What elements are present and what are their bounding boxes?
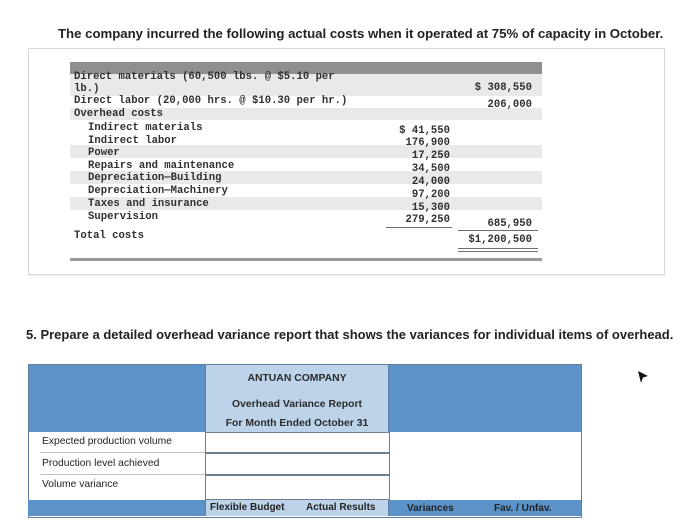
col-variances: Variances xyxy=(407,503,454,514)
achieved-level-label: Production level achieved xyxy=(42,458,160,469)
overhead-item-amount: 17,250 xyxy=(411,150,450,162)
direct-materials-amount: $ 308,550 xyxy=(474,82,532,94)
overhead-item-label: Supervision xyxy=(88,211,158,223)
overhead-item-amount: 176,900 xyxy=(405,137,450,149)
row-divider xyxy=(40,452,205,453)
expected-volume-label: Expected production volume xyxy=(42,436,172,447)
expected-volume-input[interactable] xyxy=(205,432,390,453)
table-bottom-bar xyxy=(70,258,542,261)
volume-variance-input[interactable] xyxy=(205,475,390,500)
overhead-item-amount: 97,200 xyxy=(411,189,450,201)
overhead-item-label: Repairs and maintenance xyxy=(88,160,235,172)
total-rule-top xyxy=(458,230,538,231)
overhead-item-amount: 279,250 xyxy=(405,214,450,226)
overhead-item-amount: 15,300 xyxy=(411,202,450,214)
direct-materials-label-cont: lb.) xyxy=(74,83,100,95)
report-period: For Month Ended October 31 xyxy=(225,418,369,429)
overhead-item-amount: 24,000 xyxy=(411,176,450,188)
col-flexible-budget: Flexible Budget xyxy=(210,502,285,513)
overhead-item-amount: 34,500 xyxy=(411,163,450,175)
overhead-item-label: Power xyxy=(88,147,120,159)
overhead-item-label: Depreciation—Machinery xyxy=(88,185,228,197)
report-company-name: ANTUAN COMPANY xyxy=(247,373,347,384)
col-actual-results: Actual Results xyxy=(306,502,376,513)
overhead-item-amount: $ 41,550 xyxy=(399,125,450,137)
intro-text: The company incurred the following actual costs when it operated at 75% of capacity in October. xyxy=(58,26,664,41)
row-divider xyxy=(40,474,205,475)
overhead-heading: Overhead costs xyxy=(74,108,164,120)
overhead-item-label: Indirect materials xyxy=(88,122,203,134)
overhead-item-label: Depreciation—Building xyxy=(88,172,222,184)
total-rule-bottom-2 xyxy=(458,251,538,252)
right-blank-area xyxy=(389,432,581,475)
direct-labor-amount: 206,000 xyxy=(487,99,532,111)
mouse-pointer-icon xyxy=(636,370,650,384)
overhead-item-label: Indirect labor xyxy=(88,135,178,147)
total-rule-bottom-1 xyxy=(458,248,538,249)
overhead-item-label: Taxes and insurance xyxy=(88,198,209,210)
col-fav-unfav: Fav. / Unfav. xyxy=(494,503,552,514)
total-costs-label: Total costs xyxy=(74,230,144,242)
achieved-level-input[interactable] xyxy=(205,453,390,475)
direct-labor-label: Direct labor (20,000 hrs. @ $10.30 per hr.) xyxy=(74,95,348,107)
report-title: Overhead Variance Report xyxy=(232,399,362,410)
direct-materials-label: Direct materials (60,500 lbs. @ $5.10 per xyxy=(74,71,335,83)
question-text: 5. Prepare a detailed overhead variance report that shows the variances for individual items of overhead. xyxy=(26,327,674,342)
volume-variance-label: Volume variance xyxy=(42,479,119,490)
total-costs-amount: $1,200,500 xyxy=(468,234,532,246)
overhead-total-amount: 685,950 xyxy=(487,218,532,230)
